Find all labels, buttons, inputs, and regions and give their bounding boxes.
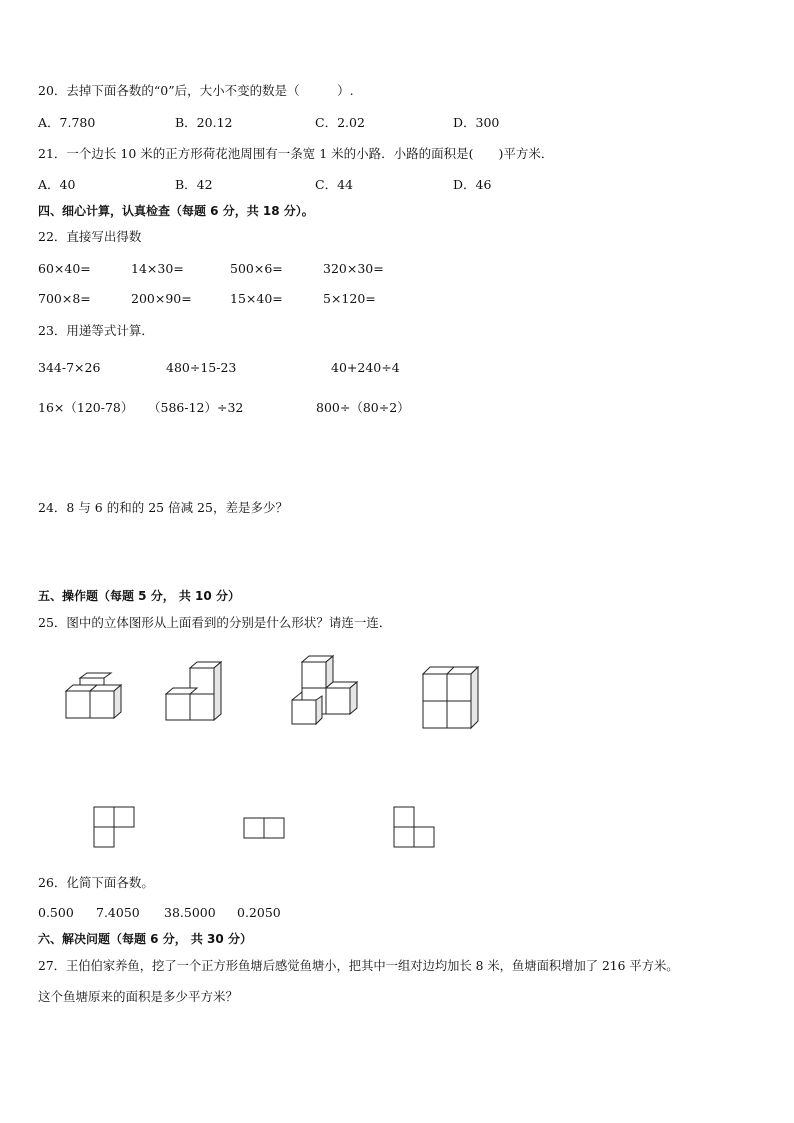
q22-item: 200×90= — [131, 291, 192, 306]
q20-option-b: B．20.12 — [175, 115, 233, 130]
q26-number: 0.2050 — [237, 905, 281, 920]
q24-stem: 24．8 与 6 的和的 25 倍减 25，差是多少？ — [38, 500, 288, 515]
q27-line-1: 27．王伯伯家养鱼，挖了一个正方形鱼塘后感觉鱼塘小，把其中一组对边均加长 8 米，鱼塘面积增加了 216 平方米。 — [38, 959, 679, 973]
q23-item: 480÷15-23 — [166, 360, 237, 375]
top-view-3 — [393, 806, 437, 850]
section-4-heading: 四、细心计算，认真检查（每题 6 分，共 18 分）。 — [38, 204, 314, 218]
q21-option-a: A．40 — [38, 177, 76, 192]
q26-number: 0.500 — [38, 905, 74, 920]
q22-item: 60×40= — [38, 261, 91, 276]
q22-item: 15×40= — [230, 291, 283, 306]
q21-stem: 21．一个边长 10 米的正方形荷花池周围有一条宽 1 米的小路．小路的面积是( )平方米． — [38, 146, 554, 161]
q22-stem: 22．直接写出得数 — [38, 229, 142, 244]
solid-figure-1 — [60, 672, 130, 724]
q20-stem: 20．去掉下面各数的“0”后，大小不变的数是（ ）. — [38, 83, 354, 98]
q26-stem: 26．化简下面各数。 — [38, 875, 154, 890]
q22-item: 14×30= — [131, 261, 184, 276]
q23-stem: 23．用递等式计算． — [38, 323, 154, 338]
q23-item: （586-12）÷32 — [148, 400, 244, 415]
q22-item: 320×30= — [323, 261, 384, 276]
q23-item: 800÷（80÷2） — [316, 400, 410, 415]
q21-option-d: D．46 — [453, 177, 492, 192]
q20-option-a: A．7.780 — [38, 115, 96, 130]
q22-item: 500×6= — [230, 261, 283, 276]
section-5-heading: 五、操作题（每题 5 分， 共 10 分） — [38, 589, 240, 603]
q21-option-c: C．44 — [315, 177, 353, 192]
q23-item: 344-7×26 — [38, 360, 101, 375]
q20-option-d: D．300 — [453, 115, 500, 130]
q22-item: 5×120= — [323, 291, 376, 306]
q27-line-2: 这个鱼塘原来的面积是多少平方米？ — [38, 989, 239, 1004]
q23-item: 40+240÷4 — [331, 360, 400, 375]
q22-item: 700×8= — [38, 291, 91, 306]
section-6-heading: 六、解决问题（每题 6 分， 共 30 分） — [38, 932, 252, 946]
solid-figure-4 — [418, 664, 488, 730]
q26-number: 38.5000 — [164, 905, 216, 920]
q20-option-c: C．2.02 — [315, 115, 365, 130]
solid-figure-3 — [288, 652, 368, 728]
q23-item: 16×（120-78） — [38, 400, 134, 415]
solid-figure-2 — [160, 660, 230, 726]
q21-option-b: B．42 — [175, 177, 213, 192]
q25-stem: 25．图中的立体图形从上面看到的分别是什么形状？请连一连． — [38, 615, 392, 630]
top-view-1 — [93, 806, 137, 850]
top-view-2 — [243, 817, 287, 841]
q26-number: 7.4050 — [96, 905, 140, 920]
